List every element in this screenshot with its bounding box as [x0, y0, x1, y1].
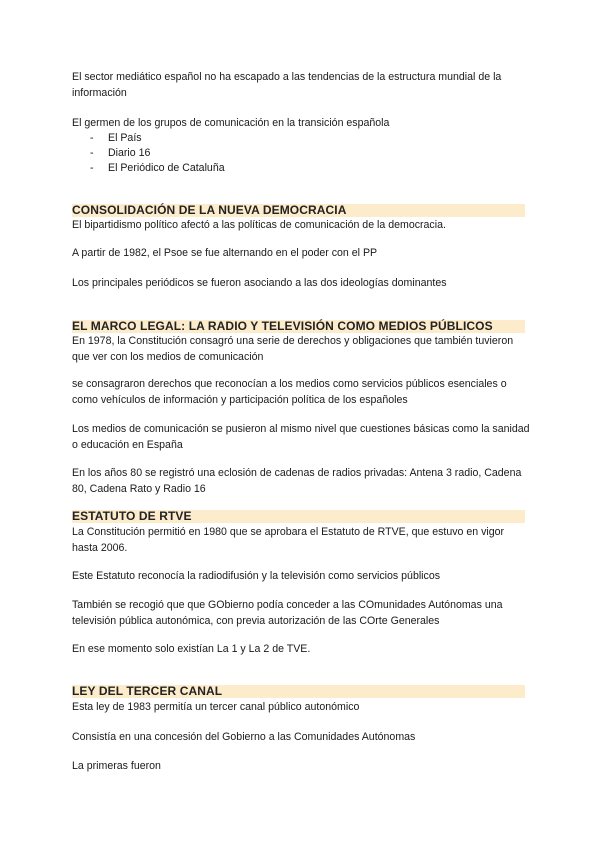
section2-paragraph-1: En 1978, la Constitución consagró una serie de derechos y obligaciones que también tuvieron que ver con los medios de comunicación [72, 335, 514, 363]
section4-paragraph-3: La primeras fueron [72, 760, 161, 772]
newspaper-list [72, 131, 225, 176]
section3-paragraph-2: Este Estatuto reconocía la radiodifusión y la televisión como servicios públicos [72, 570, 441, 582]
intro-paragraph-2: El germen de los grupos de comunicación en la transición española [72, 117, 390, 129]
section2-paragraph-2: se consagraron derechos que reconocían a los medios como servicios públicos esenciales o como vehículos de información y participación política de los españoles [72, 378, 507, 406]
section3-paragraph-1: La Constitución permitió en 1980 que se aprobara el Estatuto de RTVE, que estuvo en vigor hasta 2006. [72, 526, 505, 554]
section1-paragraph-1: El bipartidismo político afectó a las políticas de comunicación de la democracia. [72, 219, 446, 231]
section-heading-tercer-canal: LEY DEL TERCER CANAL [72, 685, 525, 698]
section2-paragraph-4: En los años 80 se registró una eclosión de cadenas de radios privadas: Antena 3 radio, Cadena 80, Cadena Rato y Radio 16 [72, 467, 522, 495]
section3-paragraph-4: En ese momento solo existían La 1 y La 2 de TVE. [72, 643, 311, 655]
section-heading-marco-legal: EL MARCO LEGAL: LA RADIO Y TELEVISIÓN COMO MEDIOS PÚBLICOS [72, 320, 525, 333]
section4-paragraph-2: Consistía en una concesión del Gobierno a las Comunidades Autónomas [72, 731, 416, 743]
section2-paragraph-3: Los medios de comunicación se pusieron al mismo nivel que cuestiones básicas como la sanidad o educación en España [72, 423, 530, 451]
list-item: - El Periódico de Cataluña [90, 162, 225, 174]
section4-paragraph-1: Esta ley de 1983 permitía un tercer canal público autonómico [72, 701, 360, 713]
list-item: - El País [90, 132, 142, 144]
list-item: - Diario 16 [90, 147, 151, 159]
section3-paragraph-3: También se recogió que que GObierno podía conceder a las COmunidades Autónomas una televisión pública autonómica, con previa autorización de las COrte Generales [72, 599, 503, 627]
intro-paragraph-1: El sector mediático español no ha escapado a las tendencias de la estructura mundial de la información [72, 71, 502, 99]
section-heading-estatuto-rtve: ESTATUTO DE RTVE [72, 510, 525, 523]
section-heading-consolidacion: CONSOLIDACIÓN DE LA NUEVA DEMOCRACIA [72, 204, 525, 217]
section1-paragraph-3: Los principales periódicos se fueron asociando a las dos ideologías dominantes [72, 277, 447, 289]
section1-paragraph-2: A partir de 1982, el Psoe se fue alternando en el poder con el PP [72, 247, 378, 259]
